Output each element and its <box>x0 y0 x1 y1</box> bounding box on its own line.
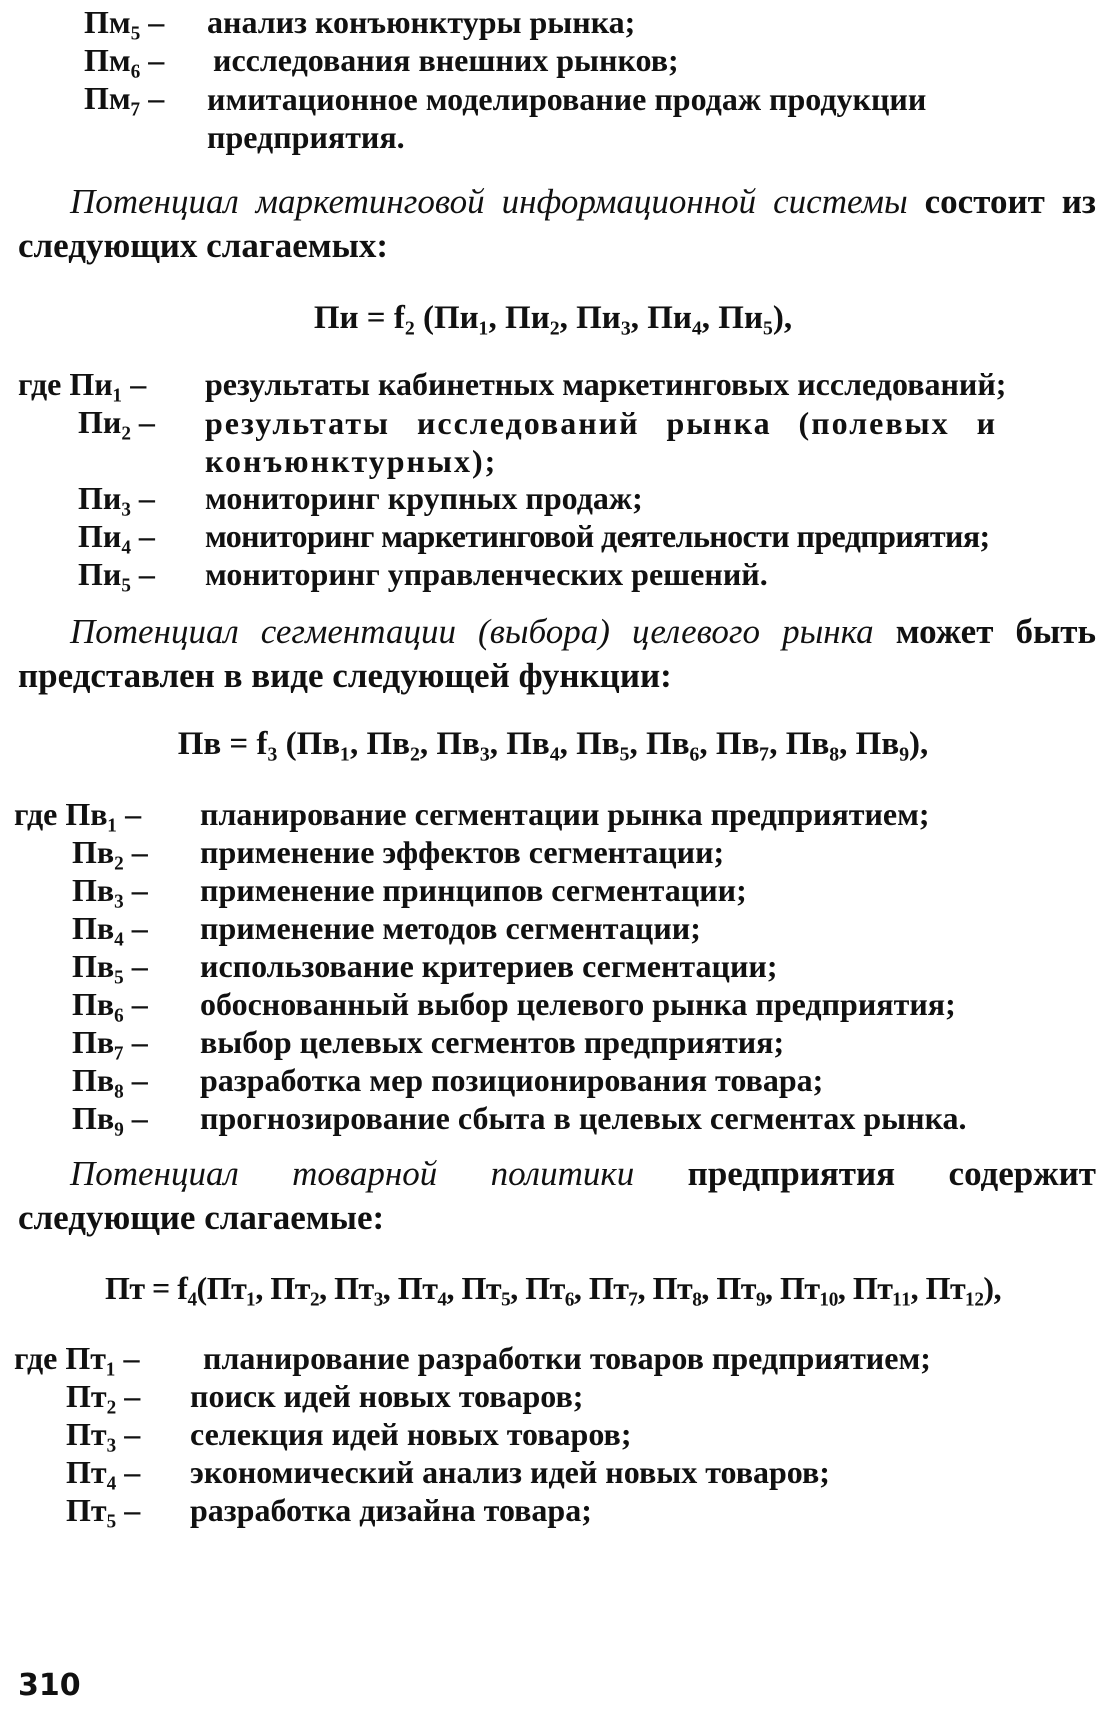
definition-label: Пв₈ – <box>72 1062 148 1098</box>
definition-list-pt <box>0 1340 1106 1530</box>
definition-row <box>0 986 1106 1024</box>
definition-label: Пт₄ – <box>66 1454 141 1490</box>
definition-row <box>0 1100 1106 1138</box>
term-italic: Потенциал товарной политики <box>70 1154 635 1193</box>
definition-label: где Пи₁ – <box>18 366 147 402</box>
definition-row <box>0 4 1106 42</box>
definition-row <box>0 1062 1106 1100</box>
definition-label: Пв₉ – <box>72 1100 148 1136</box>
paragraph-text: может быть представлен в виде следующей функции: <box>18 612 1096 695</box>
definition-label: Пв₃ – <box>72 872 148 908</box>
definition-text: результаты кабинетных маркетинговых исследований; <box>205 366 1007 402</box>
definition-text: поиск идей новых товаров; <box>190 1378 584 1414</box>
paragraph-segmentation <box>18 610 1096 698</box>
definition-text: имитационное моделирование продаж продукции предприятия. <box>207 81 927 155</box>
definition-text: разработка мер позиционирования товара; <box>200 1062 824 1098</box>
definition-label: Пт₂ – <box>66 1378 141 1414</box>
definition-text: экономический анализ идей новых товаров; <box>190 1454 830 1490</box>
formula-pi: Пи = f₂ (Пи₁, Пи₂, Пи₃, Пи₄, Пи₅), <box>313 300 793 336</box>
paragraph-text: предприятия содержит следующие слагаемые: <box>18 1154 1096 1237</box>
definition-row <box>0 1378 1106 1416</box>
definition-text: прогнозирование сбыта в целевых сегментах рынка. <box>200 1100 967 1136</box>
definition-label: Пт₅ – <box>66 1492 141 1528</box>
definition-label: Пм₆ – <box>84 42 165 78</box>
definition-row <box>0 1340 1106 1378</box>
definition-label: Пв₅ – <box>72 948 148 984</box>
page-number: 310 <box>18 1668 81 1703</box>
definition-row <box>0 1024 1106 1062</box>
definition-row <box>0 480 1106 518</box>
definition-list-pi <box>0 366 1106 594</box>
definition-text: селекция идей новых товаров; <box>190 1416 632 1452</box>
definition-label: Пв₆ – <box>72 986 148 1022</box>
definition-label: Пи₃ – <box>78 480 155 516</box>
definition-row <box>0 1492 1106 1530</box>
definition-list-pv <box>0 796 1106 1138</box>
definition-label: Пв₇ – <box>72 1024 148 1060</box>
definition-text: мониторинг управленческих решений. <box>205 556 768 592</box>
formula-pv: Пв = f₃ (Пв₁, Пв₂, Пв₃, Пв₄, Пв₅, Пв₆, Пв₇, Пв₈, Пв₉), <box>177 726 929 762</box>
definition-text: применение принципов сегментации; <box>200 872 747 908</box>
definition-text: выбор целевых сегментов предприятия; <box>200 1024 785 1060</box>
formula-pt: Пт = f₄(Пт₁, Пт₂, Пт₃, Пт₄, Пт₅, Пт₆, Пт₇, Пт₈, Пт₉, Пт₁₀, Пт₁₁, Пт₁₂), <box>104 1270 1002 1306</box>
paragraph-mis <box>18 180 1096 268</box>
definition-label: Пм₅ – <box>84 4 165 40</box>
definition-label: Пв₂ – <box>72 834 148 870</box>
definition-text: анализ конъюнктуры рынка; <box>207 4 636 40</box>
definition-row <box>0 518 1106 556</box>
definition-text: использование критериев сегментации; <box>200 948 778 984</box>
definition-row <box>0 796 1106 834</box>
definition-row <box>0 872 1106 910</box>
definition-text: мониторинг крупных продаж; <box>205 480 643 516</box>
paragraph-product-policy <box>18 1152 1096 1240</box>
definition-label: Пи₅ – <box>78 556 155 592</box>
definition-row <box>0 948 1106 986</box>
definition-label: Пи₂ – <box>78 404 155 440</box>
definition-label: Пм₇ – <box>84 80 165 116</box>
definition-row <box>0 366 1106 404</box>
definition-text: обоснованный выбор целевого рынка предприятия; <box>200 986 956 1022</box>
term-italic: Потенциал маркетинговой информационной системы <box>70 182 908 221</box>
definition-text: результаты исследований рынка (полевых и конъюнктурных); <box>205 405 997 479</box>
definition-text: разработка дизайна товара; <box>190 1492 592 1528</box>
definition-text: исследования внешних рынков; <box>213 42 679 78</box>
definition-text: мониторинг маркетинговой деятельности предприятия; <box>205 518 990 554</box>
definition-row <box>0 834 1106 872</box>
definition-row <box>0 556 1106 594</box>
definition-row <box>0 404 1106 480</box>
definition-row <box>0 42 1106 80</box>
definition-row <box>0 1416 1106 1454</box>
definition-label: где Пв₁ – <box>14 796 142 832</box>
definition-row <box>0 910 1106 948</box>
definition-label: Пт₃ – <box>66 1416 141 1452</box>
definition-text: планирование сегментации рынка предприятием; <box>200 796 930 832</box>
paragraph-text: состоит из следующих слагаемых: <box>18 182 1096 265</box>
definition-row <box>0 80 1106 156</box>
term-italic: Потенциал сегментации (выбора) целевого рынка <box>70 612 874 651</box>
definition-text: применение методов сегментации; <box>200 910 701 946</box>
definition-label: Пв₄ – <box>72 910 148 946</box>
definition-row <box>0 1454 1106 1492</box>
definition-text: применение эффектов сегментации; <box>200 834 725 870</box>
definition-list-pm <box>0 4 1106 156</box>
definition-text: планирование разработки товаров предприятием; <box>203 1340 931 1376</box>
definition-label: где Пт₁ – <box>14 1340 140 1376</box>
definition-label: Пи₄ – <box>78 518 155 554</box>
